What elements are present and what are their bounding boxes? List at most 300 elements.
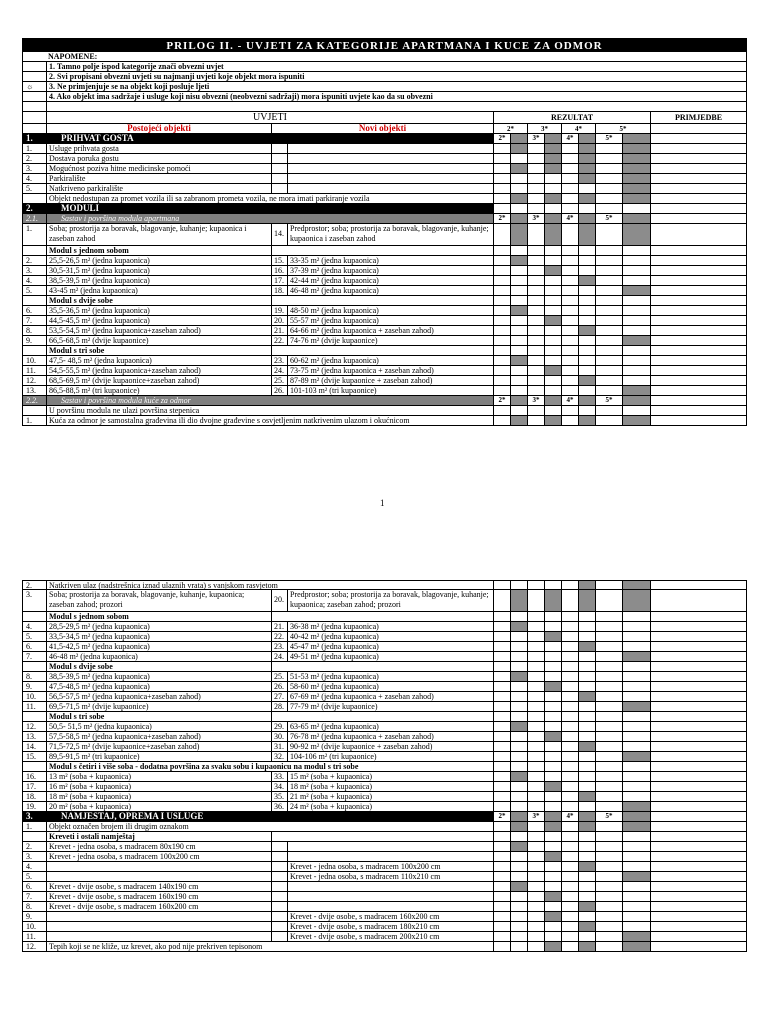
- row-number: 15.: [26, 752, 36, 761]
- existing-object-condition: Modul s jednom sobom: [46, 612, 271, 621]
- rating-cell: [544, 346, 561, 355]
- rating-cell: [595, 204, 622, 213]
- rating-cell: [527, 296, 544, 305]
- existing-object-condition: 33,5-34,5 m² (jedna kupaonica): [46, 632, 271, 641]
- rating-cell: [561, 581, 578, 589]
- table-row: [22, 922, 747, 932]
- table-row: [22, 416, 747, 426]
- rating-cell: [527, 326, 544, 335]
- rating-cell: [578, 632, 595, 641]
- rating-cell: [544, 842, 561, 851]
- rating-cell: [561, 224, 578, 245]
- existing-object-condition: Krevet - dvije osobe, s madracem 160x190 cm: [46, 892, 271, 901]
- rating-cell: [493, 742, 510, 751]
- mandatory-cell: [544, 632, 561, 641]
- rating-cell: [595, 652, 622, 661]
- rating-cell: [595, 752, 622, 761]
- new-object-number: 17.: [271, 276, 287, 285]
- new-object-number: [271, 892, 287, 901]
- mandatory-cell: [578, 194, 595, 203]
- remarks-cell: [650, 376, 746, 385]
- rating-cell: [561, 316, 578, 325]
- rating-cell: [527, 346, 544, 355]
- rating-cell: [622, 346, 650, 355]
- rating-cell: [527, 942, 544, 951]
- rating-cell: [510, 134, 527, 143]
- rating-cell: [561, 256, 578, 265]
- existing-object-condition: 47,5- 48,5 m² (jedna kupaonica): [46, 356, 271, 365]
- new-object-condition: 74-76 m² (dvije kupaonice): [287, 336, 493, 345]
- rating-cell: [561, 204, 578, 213]
- condition-text: Objekt nedostupan za promet vozila ili sa zabranom prometa vozila, ne mora imati parkiranje vozila: [46, 194, 493, 203]
- rating-cell: [578, 256, 595, 265]
- rating-cell: [527, 902, 544, 911]
- new-object-condition: Krevet - dvije osobe, s madracem 160x200 cm: [287, 912, 493, 921]
- rating-cell: [527, 376, 544, 385]
- remarks-cell: [650, 642, 746, 651]
- rating-cell: [561, 912, 578, 921]
- rating-cell: [578, 762, 595, 771]
- existing-object-condition: Modul s jednom sobom: [46, 246, 271, 255]
- mandatory-cell: [578, 224, 595, 245]
- rating-cell: [561, 612, 578, 621]
- rating-cell: [544, 742, 561, 751]
- star-label: 2*: [493, 812, 510, 821]
- empty-cell: [287, 662, 493, 671]
- new-object-number: 23.: [271, 642, 287, 651]
- mandatory-cell: [510, 822, 527, 831]
- mandatory-cell: [622, 872, 650, 881]
- rating-cell: [527, 204, 544, 213]
- new-object-condition: Predprostor; soba; prostorija za boravak, blagovanje, kuhanje; kupaonica i zaseban zahod: [287, 224, 493, 245]
- rating-cell: [622, 742, 650, 751]
- existing-object-condition: Krevet - jedna osoba, s madracem 100x200 cm: [46, 852, 271, 861]
- row-number: [23, 246, 46, 255]
- table-row: [22, 662, 747, 672]
- new-object-condition: 67-69 m² (jedna kupaonica + zaseban zahod): [287, 692, 493, 701]
- remarks-cell: [650, 822, 746, 831]
- new-object-condition: 33-35 m² (jedna kupaonica): [287, 256, 493, 265]
- remarks-cell: [650, 712, 746, 721]
- rating-cell: [527, 612, 544, 621]
- rating-cell: [493, 932, 510, 941]
- rating-cell: [595, 802, 622, 811]
- rating-cell: [544, 702, 561, 711]
- rating-cell: [622, 812, 650, 821]
- remarks-cell: [650, 356, 746, 365]
- new-object-condition: 77-79 m² (dvije kupaonice): [287, 702, 493, 711]
- mandatory-cell: [544, 912, 561, 921]
- new-object-condition: 60-62 m² (jedna kupaonica): [287, 356, 493, 365]
- star-label: 3*: [527, 396, 544, 405]
- rating-cell: [578, 752, 595, 761]
- rating-cell: [578, 396, 595, 405]
- existing-object-condition: [46, 872, 271, 881]
- mandatory-cell: [622, 144, 650, 153]
- rating-cell: [578, 722, 595, 731]
- table-row: [22, 144, 747, 154]
- existing-object-condition: Parkiralište: [46, 174, 271, 183]
- mandatory-cell: [544, 782, 561, 791]
- subsection-title: Sastav i površina modula apartmana: [46, 214, 493, 223]
- remarks-cell: [650, 256, 746, 265]
- remarks-cell: [650, 144, 746, 153]
- mandatory-cell: [578, 164, 595, 173]
- new-object-condition: 46-48 m² (jedna kupaonica): [287, 286, 493, 295]
- rating-cell: [493, 772, 510, 781]
- rating-cell: [544, 396, 561, 405]
- row-number: 2.: [26, 581, 32, 589]
- rating-cell: [561, 326, 578, 335]
- remarks-cell: [650, 782, 746, 791]
- document-page-1: [22, 38, 747, 426]
- rating-cell: [493, 902, 510, 911]
- table-row: [22, 256, 747, 266]
- row-number: 2.2.: [23, 396, 46, 405]
- table-row: [22, 682, 747, 692]
- rating-cell: [544, 256, 561, 265]
- mandatory-cell: [510, 842, 527, 851]
- rating-cell: [595, 296, 622, 305]
- rating-cell: [622, 214, 650, 223]
- rating-cell: [595, 832, 622, 841]
- rating-cell: [595, 286, 622, 295]
- new-object-number: 24.: [271, 366, 287, 375]
- rating-cell: [510, 872, 527, 881]
- new-object-condition: Krevet - jedna osoba, s madracem 100x200 cm: [287, 862, 493, 871]
- rating-cell: [578, 882, 595, 891]
- rating-cell: [527, 286, 544, 295]
- new-object-number: 28.: [271, 702, 287, 711]
- rating-cell: [493, 942, 510, 951]
- rating-cell: [622, 862, 650, 871]
- rating-cell: [622, 642, 650, 651]
- rating-cell: [527, 590, 544, 611]
- rating-cell: [622, 722, 650, 731]
- rating-cell: [527, 386, 544, 395]
- table-row: [22, 702, 747, 712]
- mandatory-cell: [578, 742, 595, 751]
- rating-cell: [544, 376, 561, 385]
- rating-cell: [561, 782, 578, 791]
- rating-cell: [595, 772, 622, 781]
- rating-cell: [595, 154, 622, 163]
- rating-cell: [578, 622, 595, 631]
- mandatory-cell: [578, 144, 595, 153]
- row-number: 2.: [26, 154, 32, 163]
- table-row: [22, 386, 747, 396]
- new-object-condition: 42-44 m² (jedna kupaonica): [287, 276, 493, 285]
- new-object-condition: [287, 842, 493, 851]
- star-5-header: 5*: [595, 124, 650, 133]
- rating-cell: [510, 296, 527, 305]
- rating-cell: [493, 652, 510, 661]
- new-object-number: 23.: [271, 356, 287, 365]
- table-row: [22, 326, 747, 336]
- table-row: [22, 590, 747, 612]
- remarks-cell: [650, 286, 746, 295]
- star-label: 5*: [595, 134, 622, 143]
- existing-object-condition: [46, 912, 271, 921]
- new-object-number: [271, 922, 287, 931]
- spacer-row: [22, 102, 747, 112]
- rating-cell: [510, 702, 527, 711]
- table-row: [22, 164, 747, 174]
- rating-cell: [578, 406, 595, 415]
- rating-cell: [561, 144, 578, 153]
- new-object-number: 35.: [271, 792, 287, 801]
- rating-cell: [561, 642, 578, 651]
- rating-cell: [595, 862, 622, 871]
- mandatory-cell: [544, 416, 561, 425]
- napomena-row: [22, 72, 747, 82]
- row-number: 3.: [26, 266, 32, 275]
- rating-cell: [510, 682, 527, 691]
- rating-cell: [544, 214, 561, 223]
- rating-cell: [561, 752, 578, 761]
- rating-cell: [622, 762, 650, 771]
- rating-cell: [578, 802, 595, 811]
- rating-cell: [527, 892, 544, 901]
- mandatory-cell: [578, 822, 595, 831]
- rating-cell: [595, 932, 622, 941]
- rating-cell: [578, 772, 595, 781]
- row-number: 19.: [26, 802, 36, 811]
- rating-cell: [595, 256, 622, 265]
- rating-cell: [561, 174, 578, 183]
- rating-cell: [578, 266, 595, 275]
- rating-cell: [622, 662, 650, 671]
- rating-cell: [493, 316, 510, 325]
- rating-cell: [578, 832, 595, 841]
- existing-object-condition: Mogućnost poziva hitne medicinske pomoći: [46, 164, 271, 173]
- new-object-condition: 76-78 m² (jedna kupaonica + zaseban zahod): [287, 732, 493, 741]
- rating-cell: [578, 812, 595, 821]
- existing-object-condition: 28,5-29,5 m² (jedna kupaonica): [46, 622, 271, 631]
- table-row: [22, 892, 747, 902]
- rating-cell: [578, 652, 595, 661]
- rating-cell: [510, 802, 527, 811]
- mandatory-cell: [578, 692, 595, 701]
- rating-cell: [561, 692, 578, 701]
- new-object-number: [271, 872, 287, 881]
- rating-cell: [493, 581, 510, 589]
- rating-cell: [595, 662, 622, 671]
- mandatory-cell: [544, 366, 561, 375]
- new-object-number: [271, 852, 287, 861]
- new-object-condition: [287, 902, 493, 911]
- rating-cell: [527, 276, 544, 285]
- rating-cell: [510, 692, 527, 701]
- rating-cell: [622, 732, 650, 741]
- rating-cell: [561, 366, 578, 375]
- rating-cell: [595, 672, 622, 681]
- mandatory-cell: [578, 326, 595, 335]
- rating-cell: [493, 872, 510, 881]
- subsection-title: Sastav i površina modula kuće za odmor: [46, 396, 493, 405]
- rating-cell: [544, 922, 561, 931]
- rating-cell: [527, 742, 544, 751]
- rating-cell: [510, 812, 527, 821]
- existing-object-condition: 71,5-72,5 m² (dvije kupaonice+zaseban zahod): [46, 742, 271, 751]
- rating-cell: [622, 892, 650, 901]
- row-number: 3.: [26, 852, 32, 861]
- new-object-condition: 48-50 m² (jedna kupaonica): [287, 306, 493, 315]
- rating-cell: [510, 214, 527, 223]
- star-label: 3*: [527, 812, 544, 821]
- table-row: [22, 842, 747, 852]
- rating-cell: [493, 174, 510, 183]
- remarks-cell: [650, 912, 746, 921]
- rating-cell: [595, 336, 622, 345]
- new-object-number: 14.: [271, 224, 287, 245]
- condition-text: Objekt označen brojem ili drugim oznakom: [46, 822, 493, 831]
- rating-cell: [595, 922, 622, 931]
- rating-cell: [493, 144, 510, 153]
- rating-cell: [561, 336, 578, 345]
- new-object-condition: 64-66 m² (jedna kupaonica + zaseban zahod): [287, 326, 493, 335]
- rating-cell: [561, 194, 578, 203]
- new-object-number: 27.: [271, 692, 287, 701]
- rating-cell: [510, 922, 527, 931]
- mandatory-cell: [510, 772, 527, 781]
- rating-cell: [510, 581, 527, 589]
- mandatory-cell: [578, 862, 595, 871]
- row-number: 4.: [26, 862, 32, 871]
- rating-cell: [561, 742, 578, 751]
- rating-cell: [527, 184, 544, 193]
- rating-cell: [595, 174, 622, 183]
- existing-object-condition: Modul s tri sobe: [46, 346, 271, 355]
- remarks-cell: [650, 316, 746, 325]
- remarks-cell: [650, 164, 746, 173]
- section-row: [22, 204, 747, 214]
- section-title: NAMJEŠTAJ, OPREMA I USLUGE: [46, 812, 493, 821]
- existing-object-condition: 54,5-55,5 m² (jedna kupaonica+zaseban zahod): [46, 366, 271, 375]
- new-object-number: 22.: [271, 336, 287, 345]
- remarks-cell: [650, 842, 746, 851]
- rating-cell: [510, 386, 527, 395]
- table-row: [22, 652, 747, 662]
- row-number: 6.: [26, 642, 32, 651]
- rating-cell: [595, 144, 622, 153]
- table-row: [22, 762, 747, 772]
- rating-cell: [527, 882, 544, 891]
- rating-cell: [595, 266, 622, 275]
- existing-object-condition: Krevet - jedna osoba, s madracem 80x190 cm: [46, 842, 271, 851]
- section-row: [22, 812, 747, 822]
- row-number: 14.: [26, 742, 36, 751]
- rating-cell: [510, 612, 527, 621]
- document-title: PRILOG II. - UVJETI ZA KATEGORIJE APARTMANA I KUCE ZA ODMOR: [22, 38, 747, 52]
- rating-cell: [622, 396, 650, 405]
- rating-cell: [493, 672, 510, 681]
- mandatory-cell: [622, 336, 650, 345]
- row-number: 2.: [26, 256, 32, 265]
- row-number: 4.: [26, 174, 32, 183]
- rating-cell: [493, 376, 510, 385]
- rating-cell: [561, 154, 578, 163]
- mandatory-cell: [578, 792, 595, 801]
- rating-cell: [544, 692, 561, 701]
- table-row: [22, 672, 747, 682]
- row-number: 8.: [26, 902, 32, 911]
- primjedbe-header: PRIMJEDBE: [650, 112, 746, 123]
- rating-cell: [493, 194, 510, 203]
- rating-cell: [622, 204, 650, 213]
- rating-cell: [510, 752, 527, 761]
- rating-cell: [510, 902, 527, 911]
- rating-cell: [527, 792, 544, 801]
- rating-cell: [527, 416, 544, 425]
- rating-cell: [595, 306, 622, 315]
- rating-cell: [493, 356, 510, 365]
- remarks-cell: [650, 652, 746, 661]
- new-object-number: 26.: [271, 682, 287, 691]
- rating-cell: [595, 316, 622, 325]
- new-object-number: 25.: [271, 672, 287, 681]
- remarks-cell: [650, 922, 746, 931]
- row-number: 6.: [26, 882, 32, 891]
- condition-text: Kuća za odmor je samostalna građevina ili dio dvojne građevine s osvjetljenim natkrivenim ulazom i okućnicom: [46, 416, 493, 425]
- rating-cell: [595, 822, 622, 831]
- mandatory-cell: [544, 852, 561, 861]
- rating-cell: [510, 286, 527, 295]
- rating-cell: [578, 204, 595, 213]
- star-label: 5*: [595, 396, 622, 405]
- rating-cell: [561, 722, 578, 731]
- row-number: 13.: [26, 386, 36, 395]
- rating-cell: [595, 892, 622, 901]
- empty-cell: [287, 296, 493, 305]
- rating-cell: [527, 732, 544, 741]
- new-object-number: [271, 184, 287, 193]
- row-number: 1.: [26, 224, 32, 233]
- star-2-header: 2*: [493, 124, 527, 133]
- mandatory-cell: [578, 154, 595, 163]
- remarks-cell: [650, 581, 746, 589]
- new-object-number: [271, 144, 287, 153]
- star-label: 3*: [527, 134, 544, 143]
- rating-cell: [595, 622, 622, 631]
- rating-cell: [622, 256, 650, 265]
- rating-cell: [595, 942, 622, 951]
- row-number: 11.: [26, 702, 36, 711]
- rating-cell: [595, 366, 622, 375]
- rating-cell: [622, 266, 650, 275]
- rating-cell: [493, 386, 510, 395]
- empty-cell: [271, 612, 287, 621]
- mandatory-cell: [578, 416, 595, 425]
- table-row: [22, 802, 747, 812]
- new-object-condition: 51-53 m² (jedna kupaonica): [287, 672, 493, 681]
- rating-cell: [493, 702, 510, 711]
- row-number: 11.: [26, 932, 36, 941]
- rating-cell: [493, 622, 510, 631]
- mandatory-cell: [544, 822, 561, 831]
- rating-cell: [510, 892, 527, 901]
- napomena-4: 4. Ako objekt ima sadržaje i usluge koji nisu obvezni (neobvezni sadržaji) mora ispuniti uvjete kao da su obvezni: [46, 92, 746, 101]
- row-number: 10.: [26, 692, 36, 701]
- table-row: [22, 632, 747, 642]
- new-object-condition: 21 m² (soba + kupaonica): [287, 792, 493, 801]
- existing-object-condition: 53,5-54,5 m² (jedna kupaonica+zaseban zahod): [46, 326, 271, 335]
- star-label: 4*: [561, 214, 578, 223]
- rating-cell: [510, 942, 527, 951]
- row-number: 9.: [26, 912, 32, 921]
- rating-cell: [561, 872, 578, 881]
- rating-cell: [510, 642, 527, 651]
